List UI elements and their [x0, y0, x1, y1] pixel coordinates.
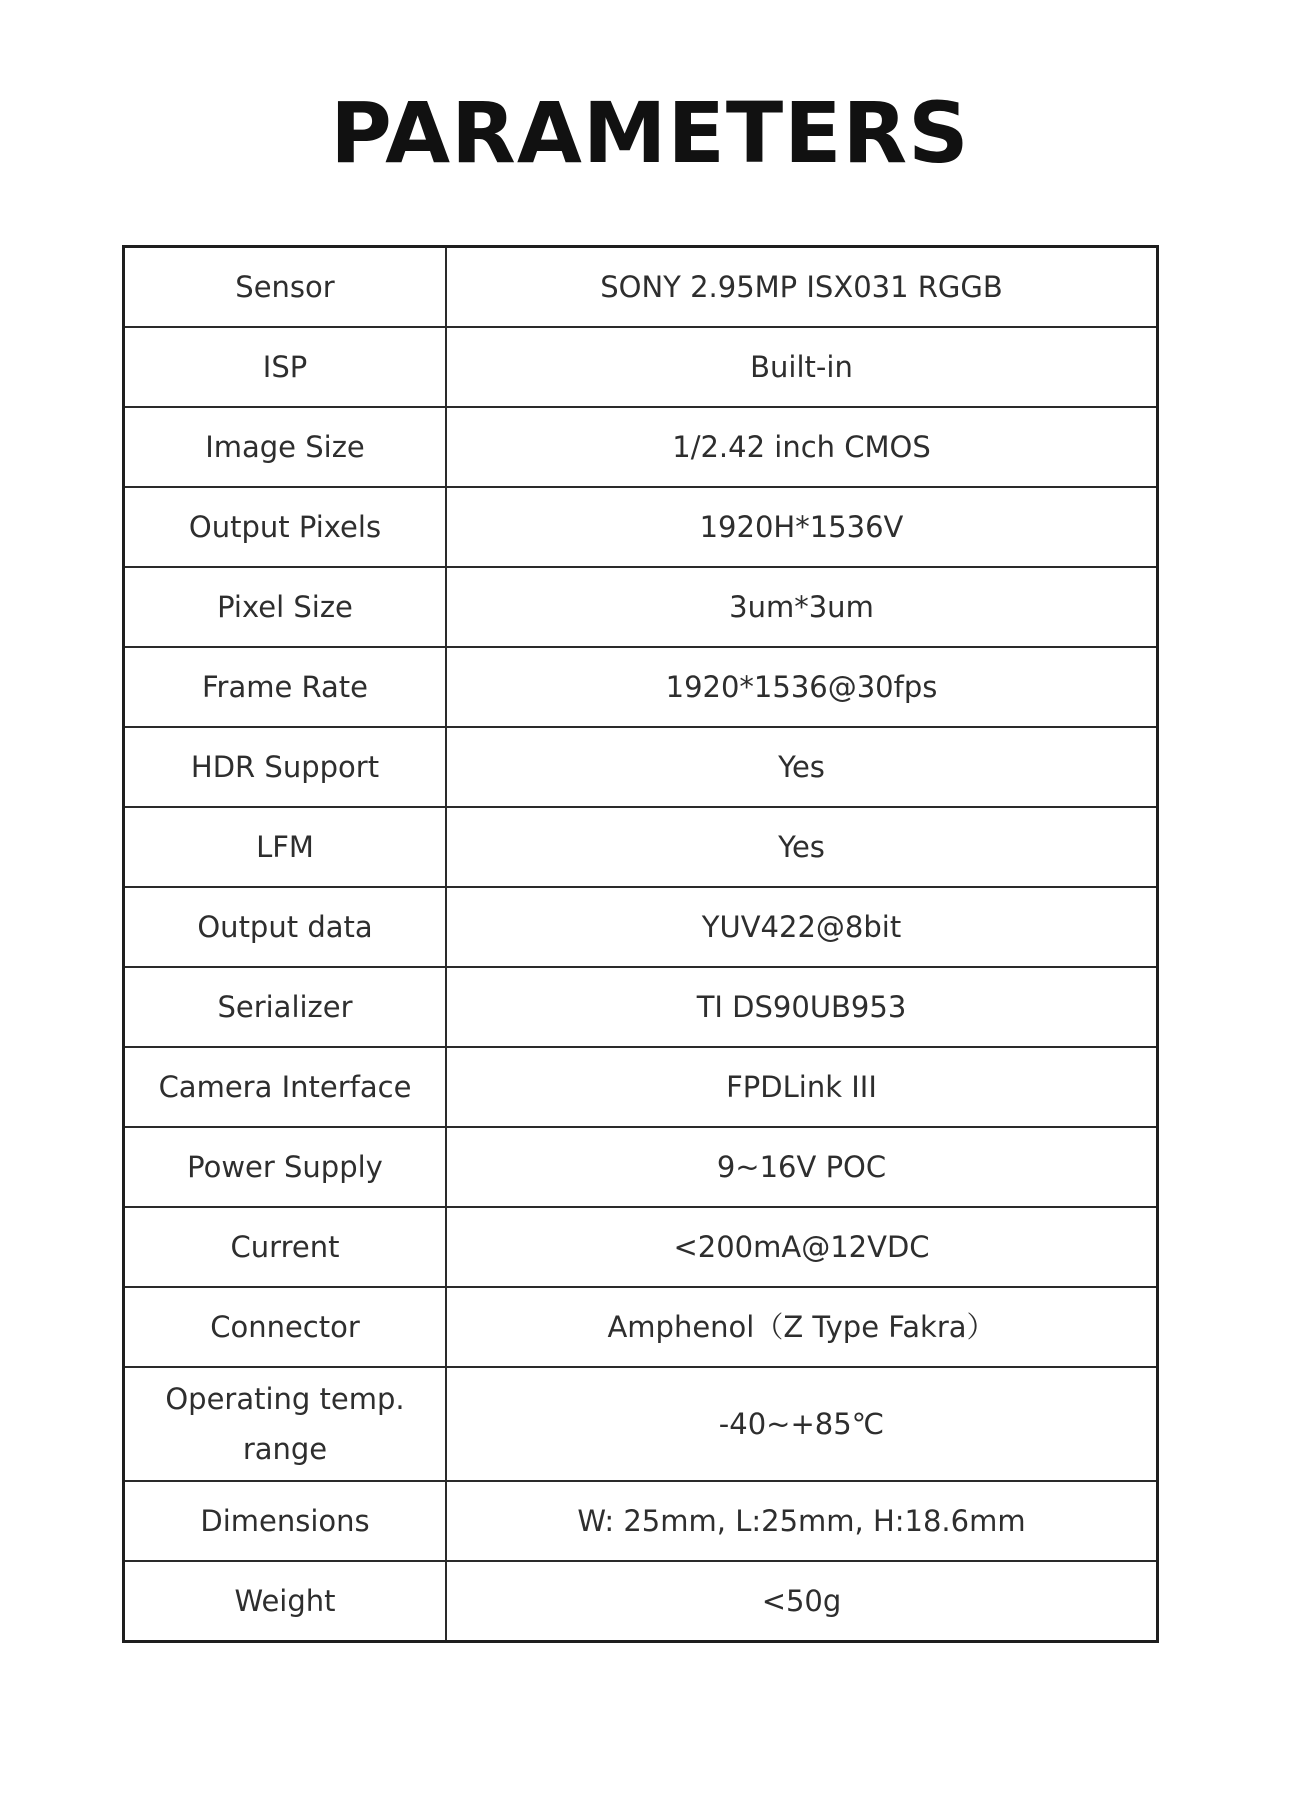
parameter-label: Power Supply	[124, 1127, 447, 1207]
parameter-label: Pixel Size	[124, 567, 447, 647]
parameter-label: HDR Support	[124, 727, 447, 807]
parameter-label: Sensor	[124, 247, 447, 328]
parameter-value: Amphenol（Z Type Fakra）	[446, 1287, 1158, 1367]
table-row-power-supply	[124, 1127, 1158, 1207]
table-row-current	[124, 1207, 1158, 1287]
parameter-value: W: 25mm, L:25mm, H:18.6mm	[446, 1481, 1158, 1561]
parameter-value: SONY 2.95MP ISX031 RGGB	[446, 247, 1158, 328]
parameter-label: Camera Interface	[124, 1047, 447, 1127]
table-row-camera-interface	[124, 1047, 1158, 1127]
parameter-value: YUV422@8bit	[446, 887, 1158, 967]
parameter-value: <50g	[446, 1561, 1158, 1642]
table-row-frame-rate	[124, 647, 1158, 727]
parameter-label: Current	[124, 1207, 447, 1287]
parameter-label: Image Size	[124, 407, 447, 487]
table-row-pixel-size	[124, 567, 1158, 647]
table-row-output-pixels	[124, 487, 1158, 567]
table-row-sensor	[124, 247, 1158, 328]
parameter-value: <200mA@12VDC	[446, 1207, 1158, 1287]
parameter-value: 1920*1536@30fps	[446, 647, 1158, 727]
parameter-value: 9~16V POC	[446, 1127, 1158, 1207]
table-row-connector	[124, 1287, 1158, 1367]
parameter-label: ISP	[124, 327, 447, 407]
parameter-label: Operating temp. range	[124, 1367, 447, 1481]
parameter-label: LFM	[124, 807, 447, 887]
parameters-table-body	[124, 247, 1158, 1642]
parameter-label: Dimensions	[124, 1481, 447, 1561]
parameter-value: 1920H*1536V	[446, 487, 1158, 567]
table-row-weight	[124, 1561, 1158, 1642]
parameter-value: TI DS90UB953	[446, 967, 1158, 1047]
parameter-value: Yes	[446, 727, 1158, 807]
table-row-output-data	[124, 887, 1158, 967]
parameter-value: Yes	[446, 807, 1158, 887]
parameter-label: Output Pixels	[124, 487, 447, 567]
parameter-label: Serializer	[124, 967, 447, 1047]
table-row-image-size	[124, 407, 1158, 487]
parameter-label: Output data	[124, 887, 447, 967]
parameter-value: Built-in	[446, 327, 1158, 407]
parameter-value: 1/2.42 inch CMOS	[446, 407, 1158, 487]
table-row-lfm	[124, 807, 1158, 887]
parameter-value: -40~+85℃	[446, 1367, 1158, 1481]
parameter-label: Weight	[124, 1561, 447, 1642]
page-title: PARAMETERS	[330, 84, 970, 182]
table-row-operating-temp	[124, 1367, 1158, 1481]
table-row-serializer	[124, 967, 1158, 1047]
parameter-label: Frame Rate	[124, 647, 447, 727]
table-row-isp	[124, 327, 1158, 407]
table-row-hdr-support	[124, 727, 1158, 807]
table-row-dimensions	[124, 1481, 1158, 1561]
parameters-table	[122, 245, 1159, 1643]
parameter-value: FPDLink III	[446, 1047, 1158, 1127]
parameter-value: 3um*3um	[446, 567, 1158, 647]
parameter-label: Connector	[124, 1287, 447, 1367]
